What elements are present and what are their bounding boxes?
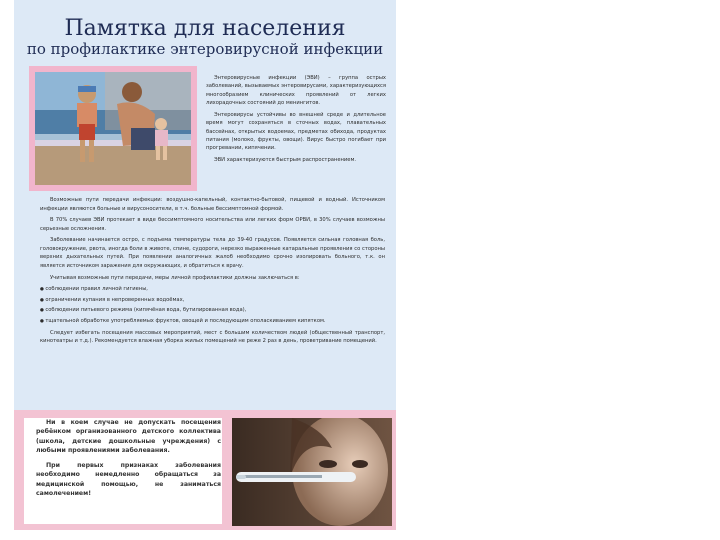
prevention-list-item: ● тщательной обработке употребляемых фруктов, овощей и последующим ополаскиванием кипятком. xyxy=(40,317,385,326)
body-paragraph: Следует избегать посещения массовых мероприятий, мест с большим количеством людей (общественный транспорт, кинотеатры и т.д.). Рекомендуется влажная уборка жилых помещений не реже 2 раз в день, проветривание помещений. xyxy=(40,329,385,345)
intro-paragraph: ЭВИ характеризуются быстрым распространением. xyxy=(214,156,357,163)
intro-paragraph: Энтеровирусы устойчивы во внешней среде и длительное время могут сохраняться в сточных водах, плавательных бассейнах, открытых водоемах, предметах обихода, продуктах питания (молоко, фрукты, овощи). Вирус быстро погибает при прогревании, кипячении. xyxy=(206,111,386,152)
poster-subtitle: по профилактике энтеровирусной инфекции xyxy=(26,40,384,58)
main-text xyxy=(40,196,385,349)
poster-title: Памятка для населения xyxy=(64,16,346,41)
warning-text xyxy=(36,418,221,503)
prevention-list-item: ● соблюдении питьевого режима (кипячёная вода, бутилированная вода), xyxy=(40,306,385,315)
intro-paragraph: Энтеровирусные инфекции (ЭВИ) – группа острых заболеваний, вызываемых энтеровирусами, характеризующихся многообразием клинических проявлений от легких лихорадочных состояний до менингитов. xyxy=(206,75,386,107)
body-paragraph: Заболевание начинается остро, с подъема температуры тела до 39-40 градусов. Появляется сильная головная боль, головокружение, рвота, иногда боли в животе, спине, судороги, нерезко выраженные катаральные проявления со стороны верхних дыхательных путей. При появлении аналогичных жалоб необходимо срочно изолировать больного, т.к. он является источником заражения для окружающих, и обратиться к врачу. xyxy=(40,237,385,270)
prevention-list-item: ● ограничении купания в непроверенных водоёмах, xyxy=(40,296,385,305)
intro-text xyxy=(206,74,386,167)
memo-poster xyxy=(14,0,396,530)
beach-photo-frame xyxy=(29,66,197,191)
warning-paragraph: Ни в коем случае не допускать посещения ребёнком организованного детского коллектива (школа, детские дошкольные учреждения) с любыми проявлениями заболевания. xyxy=(36,419,221,455)
body-paragraph: В 70% случаев ЭВИ протекает в виде бессимптомного носительства или легких форм ОРВИ, в 30% случаев возможны серьезные осложнения. xyxy=(40,217,385,232)
prevention-list xyxy=(40,285,385,325)
warning-paragraph: При первых признаках заболевания необходимо немедленно обращаться за медицинской помощью, не заниматься самолечением! xyxy=(36,461,221,497)
prevention-list-item: ● соблюдении правил личной гигиены, xyxy=(40,285,385,294)
body-paragraph: Возможные пути передачи инфекции: воздушно-капельный, контактно-бытовой, пищевой и водный. Источником инфекции являются больные и вирусоносители, в т.ч. больные бессимптомной формой. xyxy=(40,197,385,212)
child-thermometer-photo xyxy=(232,418,392,526)
beach-children-photo xyxy=(35,72,191,185)
body-paragraph: Учитывая возможные пути передачи, меры личной профилактики должны заключаться в: xyxy=(50,274,300,281)
